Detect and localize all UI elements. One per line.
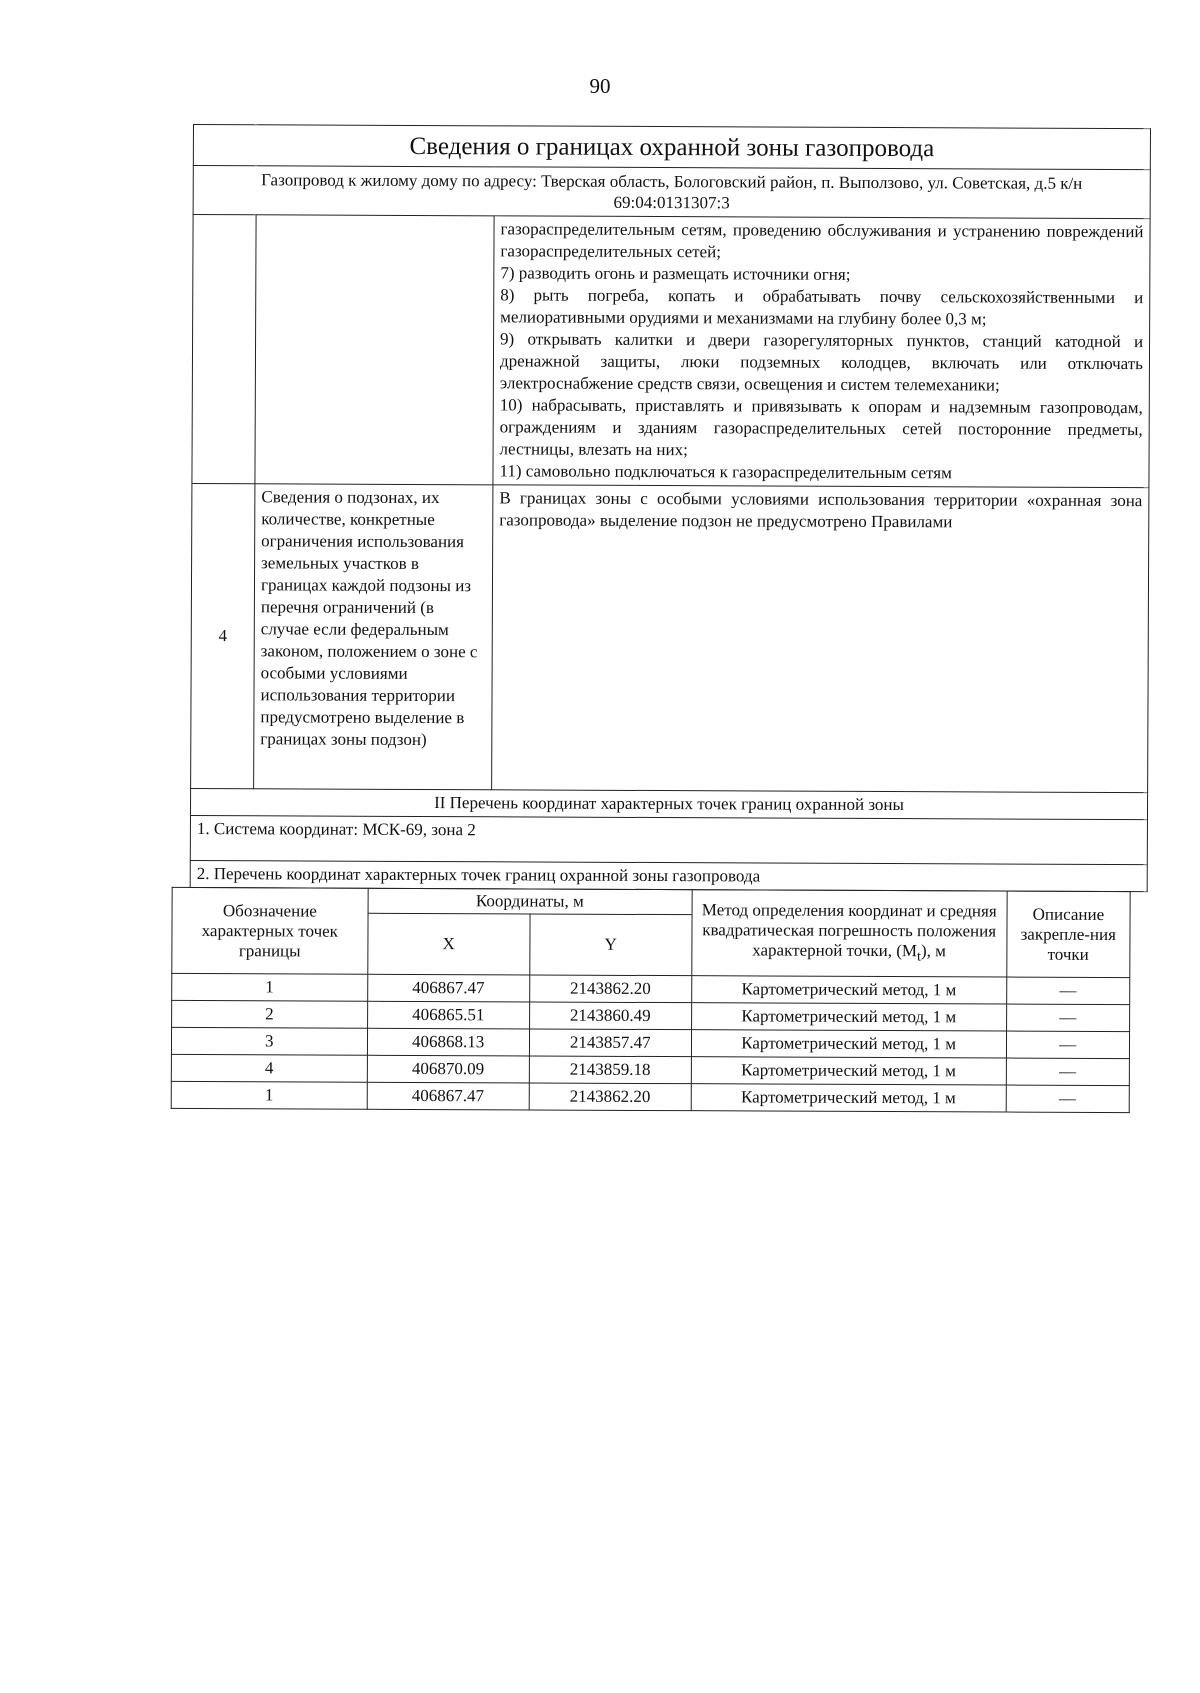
coordinate-list-title: 2. Перечень координат характерных точек границ охранной зоны газопровода xyxy=(190,860,1147,891)
header-coords: Координаты, м xyxy=(368,888,692,914)
restriction-item: 10) набрасывать, приставлять и привязывать к опорам и надземным газопроводам, ограждениям и зданиям газораспределительных сетей посторонние предметы, лестницы, влезать на них; xyxy=(499,395,1143,460)
point-x: 406867.47 xyxy=(367,1082,529,1110)
zone-info-table xyxy=(190,124,1151,892)
header-x: X xyxy=(367,913,529,975)
document-title: Сведения о границах охранной зоны газопровода xyxy=(193,125,1150,170)
gas-pipeline-address: Газопровод к жилому дому по адресу: Тверская область, Бологовский район, п. Выползово, ул. Советская, д.5 к/н 69:04:0131307:3 xyxy=(193,166,1150,219)
document-body xyxy=(189,124,1151,1113)
page-number: 90 xyxy=(589,74,611,98)
restriction-item: 11) самовольно подключаться к газораспределительным сетям xyxy=(499,461,952,483)
point-number: 2 xyxy=(172,1000,368,1028)
row3-name-cell xyxy=(255,215,494,485)
point-number: 4 xyxy=(171,1054,367,1082)
table-row xyxy=(172,1000,1130,1031)
point-y: 2143862.20 xyxy=(529,1083,691,1111)
point-number: 1 xyxy=(171,1081,367,1109)
point-description: — xyxy=(1006,1004,1129,1032)
restrictions-text xyxy=(493,216,1150,488)
row4-number: 4 xyxy=(191,483,255,788)
point-method: Картометрический метод, 1 м xyxy=(691,1030,1006,1058)
point-method: Картометрический метод, 1 м xyxy=(691,1084,1006,1112)
point-y: 2143860.49 xyxy=(529,1002,691,1030)
row3-number-cell xyxy=(192,215,256,484)
point-x: 406868.13 xyxy=(367,1028,529,1056)
point-x: 406865.51 xyxy=(367,1001,529,1029)
header-y: Y xyxy=(529,914,691,976)
point-description: — xyxy=(1006,1058,1129,1086)
section-2-title: II Перечень координат характерных точек границ охранной зоны xyxy=(190,788,1147,819)
point-x: 406870.09 xyxy=(367,1055,529,1083)
coordinate-system: 1. Система координат: МСК-69, зона 2 xyxy=(190,815,1147,864)
table-row xyxy=(171,1054,1129,1085)
header-method xyxy=(692,890,1007,977)
coordinates-table xyxy=(171,887,1131,1113)
point-y: 2143859.18 xyxy=(529,1056,691,1084)
point-number: 1 xyxy=(172,973,368,1001)
table-row xyxy=(171,1027,1129,1058)
point-number: 3 xyxy=(171,1027,367,1055)
point-method: Картометрический метод, 1 м xyxy=(691,1003,1006,1031)
table-row xyxy=(172,973,1130,1004)
restriction-item: газораспределительным сетям, проведению обслуживания и устранению повреждений газораспределительных сетей; xyxy=(500,219,1144,262)
point-method: Картометрический метод, 1 м xyxy=(691,1057,1006,1085)
header-description: Описание закрепле-ния точки xyxy=(1006,891,1130,978)
restriction-item: 8) рыть погреба, копать и обрабатывать почву сельскохозяйственными и мелиоративными орудиями и механизмами на глубину более 0,3 м; xyxy=(500,285,1144,329)
row4-value: В границах зоны с особыми условиями использования территории «охранная зона газопровода» выделение подзон не предусмотрено Правилами xyxy=(492,485,1149,793)
point-y: 2143862.20 xyxy=(529,975,691,1003)
point-x: 406867.47 xyxy=(367,974,529,1002)
table-row xyxy=(171,1081,1129,1112)
restriction-item: 9) открывать калитки и двери газорегуляторных пунктов, станций катодной и дренажной защиты, люки подземных колодцев, включать или отключать электроснабжение средств связи, освещения и систем телемеханики; xyxy=(499,329,1144,395)
point-description: — xyxy=(1006,1085,1129,1113)
row4-name: Сведения о подзонах, их количестве, конкретные ограничения использования земельных участков в границах каждой подзоны из перечня ограничений (в случае если федеральным законом, положением о зоне с особыми условиями использования территории предусмотрено выделение в границах зоны подзон) xyxy=(254,484,493,790)
header-method-text: Метод определения координат и средняя квадратическая погрешность положения характерной точки, $(M_t)$, м xyxy=(701,900,997,965)
header-point: Обозначение характерных точек границы xyxy=(172,887,368,974)
point-y: 2143857.47 xyxy=(529,1029,691,1057)
restriction-item: 7) разводить огонь и размещать источники огня; xyxy=(500,263,851,284)
point-description: — xyxy=(1006,977,1129,1005)
point-method: Картометрический метод, 1 м xyxy=(691,976,1006,1004)
point-description: — xyxy=(1006,1031,1129,1059)
